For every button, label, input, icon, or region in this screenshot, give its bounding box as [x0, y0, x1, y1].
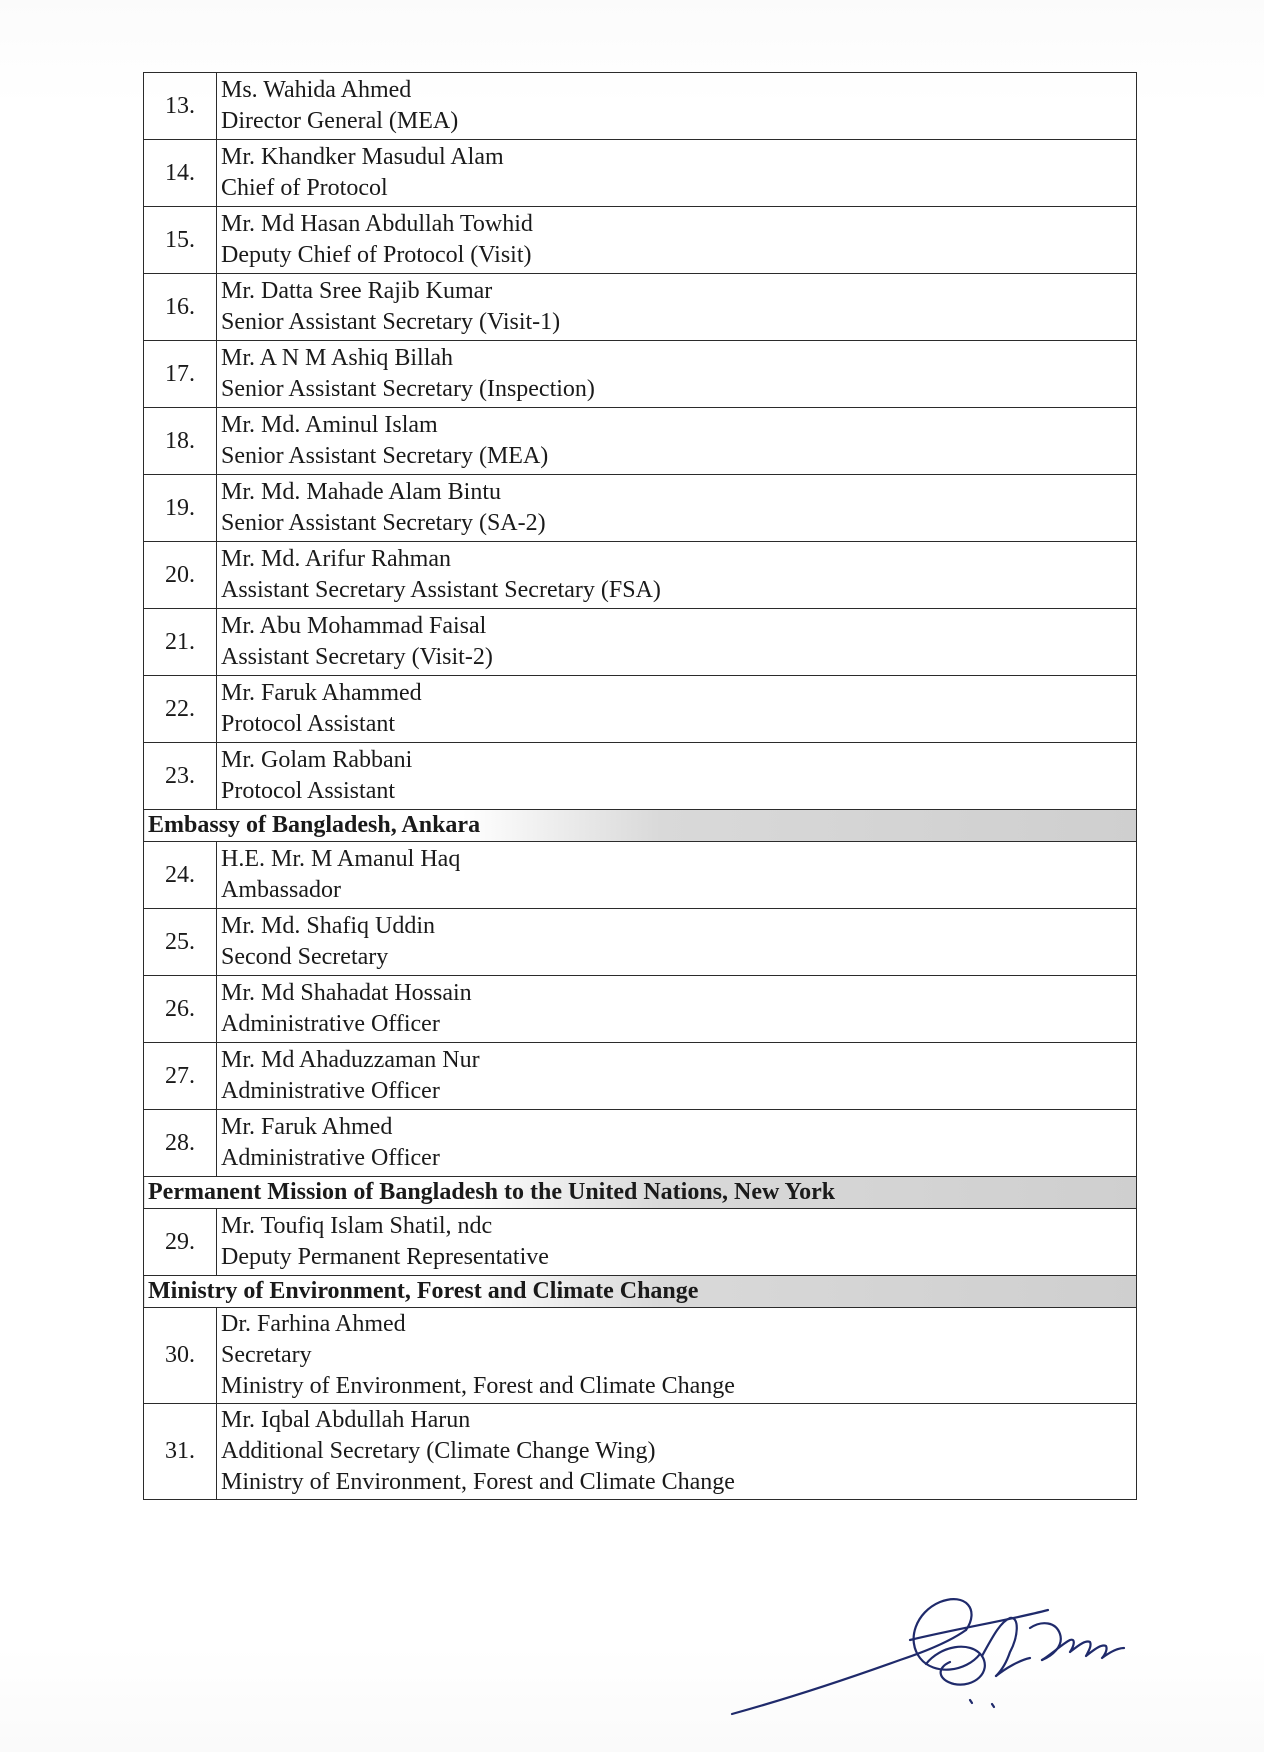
person-name: H.E. Mr. M Amanul Haq: [221, 846, 461, 872]
person-details-cell: [217, 475, 1137, 542]
serial-number: 15.: [144, 207, 217, 274]
person-details-cell: [217, 274, 1137, 341]
serial-number: 27.: [144, 1043, 217, 1110]
section-title: Permanent Mission of Bangladesh to the United Nations, New York: [144, 1177, 1137, 1209]
delegation-list-table: [143, 72, 1137, 1500]
person-details-cell: [217, 976, 1137, 1043]
person-details-cell: [217, 1110, 1137, 1177]
person-name: Mr. A N M Ashiq Billah: [221, 345, 454, 371]
section-title: Ministry of Environment, Forest and Climate Change: [144, 1276, 1137, 1308]
table-row: [144, 842, 1137, 909]
person-designation: Senior Assistant Secretary (Visit-1): [221, 309, 561, 335]
table-row: [144, 207, 1137, 274]
table-row: [144, 274, 1137, 341]
person-designation: Deputy Chief of Protocol (Visit): [221, 242, 532, 268]
table-row: [144, 1404, 1137, 1500]
serial-number: 29.: [144, 1209, 217, 1276]
table-row: [144, 609, 1137, 676]
serial-number: 31.: [144, 1404, 217, 1500]
person-designation: Director General (MEA): [221, 108, 459, 134]
person-name: Mr. Md Hasan Abdullah Towhid: [221, 211, 533, 237]
person-designation: Senior Assistant Secretary (SA-2): [221, 510, 546, 536]
person-designation: Second Secretary: [221, 944, 389, 970]
table-row: [144, 341, 1137, 408]
person-name: Mr. Iqbal Abdullah Harun: [221, 1407, 471, 1433]
person-details-cell: [217, 341, 1137, 408]
serial-number: 23.: [144, 743, 217, 810]
delegation-list-body: [144, 73, 1137, 1500]
table-row: [144, 408, 1137, 475]
person-details-cell: [217, 609, 1137, 676]
person-designation: Assistant Secretary Assistant Secretary (FSA): [221, 577, 661, 603]
table-row: [144, 542, 1137, 609]
person-details-cell: [217, 1209, 1137, 1276]
person-details-cell: [217, 1404, 1137, 1500]
person-designation: Senior Assistant Secretary (Inspection): [221, 376, 595, 402]
person-designation: Deputy Permanent Representative: [221, 1244, 549, 1270]
table-row: [144, 1209, 1137, 1276]
table-row: [144, 140, 1137, 207]
person-name: Mr. Md Shahadat Hossain: [221, 980, 472, 1006]
person-details-cell: [217, 842, 1137, 909]
person-organization: Ministry of Environment, Forest and Climate Change: [221, 1373, 735, 1399]
table-row: [144, 1308, 1137, 1404]
person-name: Mr. Faruk Ahmed: [221, 1114, 393, 1140]
person-name: Mr. Md Ahaduzzaman Nur: [221, 1047, 480, 1073]
table-row: [144, 1110, 1137, 1177]
table-row: [144, 976, 1137, 1043]
table-row: [144, 1043, 1137, 1110]
serial-number: 25.: [144, 909, 217, 976]
person-details-cell: [217, 542, 1137, 609]
person-designation: Assistant Secretary (Visit-2): [221, 644, 493, 670]
person-details-cell: [217, 207, 1137, 274]
serial-number: 18.: [144, 408, 217, 475]
serial-number: 26.: [144, 976, 217, 1043]
person-name: Mr. Toufiq Islam Shatil, ndc: [221, 1213, 493, 1239]
person-details-cell: [217, 1043, 1137, 1110]
person-details-cell: [217, 676, 1137, 743]
table-row: [144, 475, 1137, 542]
person-designation: Additional Secretary (Climate Change Wing): [221, 1438, 656, 1464]
person-name: Mr. Md. Arifur Rahman: [221, 546, 451, 572]
serial-number: 21.: [144, 609, 217, 676]
person-name: Mr. Md. Mahade Alam Bintu: [221, 479, 501, 505]
person-designation: Ambassador: [221, 877, 341, 903]
serial-number: 19.: [144, 475, 217, 542]
serial-number: 24.: [144, 842, 217, 909]
person-name: Mr. Datta Sree Rajib Kumar: [221, 278, 493, 304]
person-name: Mr. Golam Rabbani: [221, 747, 413, 773]
person-name: Mr. Md. Shafiq Uddin: [221, 913, 436, 939]
person-designation: Secretary: [221, 1342, 312, 1368]
person-name: Mr. Abu Mohammad Faisal: [221, 613, 487, 639]
serial-number: 17.: [144, 341, 217, 408]
section-header-row: [144, 1276, 1137, 1308]
person-designation: Administrative Officer: [221, 1078, 440, 1104]
section-header-row: [144, 810, 1137, 842]
person-name: Dr. Farhina Ahmed: [221, 1311, 406, 1337]
table-row: [144, 909, 1137, 976]
person-name: Ms. Wahida Ahmed: [221, 77, 412, 103]
table-row: [144, 73, 1137, 140]
serial-number: 28.: [144, 1110, 217, 1177]
person-details-cell: [217, 73, 1137, 140]
person-name: Mr. Md. Aminul Islam: [221, 412, 438, 438]
person-name: Mr. Khandker Masudul Alam: [221, 144, 504, 170]
table-row: [144, 676, 1137, 743]
serial-number: 22.: [144, 676, 217, 743]
section-header-row: [144, 1177, 1137, 1209]
person-name: Mr. Faruk Ahammed: [221, 680, 422, 706]
handwritten-signature: [730, 1580, 1130, 1720]
person-details-cell: [217, 1308, 1137, 1404]
section-title: Embassy of Bangladesh, Ankara: [144, 810, 1137, 842]
person-details-cell: [217, 140, 1137, 207]
person-designation: Senior Assistant Secretary (MEA): [221, 443, 549, 469]
person-designation: Protocol Assistant: [221, 778, 396, 804]
person-designation: Protocol Assistant: [221, 711, 396, 737]
serial-number: 16.: [144, 274, 217, 341]
person-designation: Chief of Protocol: [221, 175, 388, 201]
table-row: [144, 743, 1137, 810]
serial-number: 13.: [144, 73, 217, 140]
person-designation: Administrative Officer: [221, 1011, 440, 1037]
serial-number: 14.: [144, 140, 217, 207]
person-details-cell: [217, 909, 1137, 976]
person-designation: Administrative Officer: [221, 1145, 440, 1171]
serial-number: 30.: [144, 1308, 217, 1404]
person-details-cell: [217, 743, 1137, 810]
serial-number: 20.: [144, 542, 217, 609]
person-details-cell: [217, 408, 1137, 475]
person-organization: Ministry of Environment, Forest and Climate Change: [221, 1469, 735, 1495]
